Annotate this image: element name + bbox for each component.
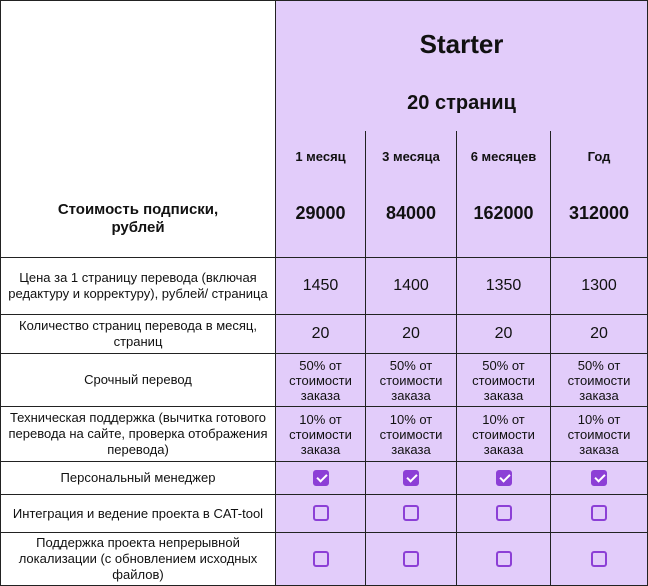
pages-per-month-row [1,315,648,354]
checkbox-cell [457,462,551,495]
row-label: Количество страниц перевода в месяц, страниц [1,315,276,354]
value-cell: 50% от стоимости заказа [366,354,457,407]
urgent-translation-row [1,354,648,407]
period-label: Год [587,148,611,164]
plan-header-row [1,1,648,131]
value-cell: 50% от стоимости заказа [551,354,648,407]
checkbox-cell [551,533,648,586]
checkbox-unchecked[interactable] [403,505,419,521]
row-label: Цена за 1 страницу перевода (включая редактуру и корректуру), рублей/ страница [1,258,276,315]
subscription-price: 162000 [473,202,534,223]
value-cell: 20 [366,315,457,354]
value-cell: 1400 [366,258,457,315]
checkbox-unchecked[interactable] [496,505,512,521]
row-label: Персональный менеджер [1,462,276,495]
subscription-price: 312000 [568,202,630,223]
period-cell-1 [276,131,366,258]
price-per-page-row [1,258,648,315]
checkbox-cell [366,533,457,586]
checkbox-checked[interactable] [591,470,607,486]
period-cell-4 [551,131,648,258]
row-label: Срочный перевод [1,354,276,407]
checkbox-cell [457,495,551,533]
period-cell-2 [366,131,457,258]
value-cell: 50% от стоимости заказа [457,354,551,407]
plan-pages: 20 страниц [407,92,516,114]
plan-header [276,1,648,131]
row-label: Поддержка проекта непрерывной локализации (с обновлением исходных файлов) [1,533,276,586]
checkbox-checked[interactable] [403,470,419,486]
subscription-price: 29000 [295,202,346,223]
value-cell: 10% от стоимости заказа [276,407,366,462]
checkbox-unchecked[interactable] [403,551,419,567]
checkbox-unchecked[interactable] [591,505,607,521]
checkbox-checked[interactable] [313,470,329,486]
checkbox-checked[interactable] [496,470,512,486]
value-cell: 20 [276,315,366,354]
checkbox-cell [276,462,366,495]
checkbox-unchecked[interactable] [313,551,329,567]
checkbox-unchecked[interactable] [313,505,329,521]
row-label: Интеграция и ведение проекта в CAT-tool [1,495,276,533]
cat-tool-row [1,495,648,533]
checkbox-cell [551,495,648,533]
checkbox-cell [366,462,457,495]
localization-row [1,533,648,586]
checkbox-cell [276,495,366,533]
personal-manager-row [1,462,648,495]
checkbox-unchecked[interactable] [591,551,607,567]
value-cell: 1450 [276,258,366,315]
period-cell-3 [457,131,551,258]
value-cell: 1350 [457,258,551,315]
value-cell: 10% от стоимости заказа [457,407,551,462]
period-label: 6 месяцев [470,148,537,164]
checkbox-cell [551,462,648,495]
checkbox-cell [457,533,551,586]
value-cell: 10% от стоимости заказа [551,407,648,462]
subscription-label: Стоимость подписки, рублей [57,201,219,236]
checkbox-cell [276,533,366,586]
value-cell: 20 [551,315,648,354]
subscription-label-cell [1,1,276,258]
subscription-price: 84000 [385,202,437,223]
plan-title: Starter [419,29,504,59]
value-cell: 50% от стоимости заказа [276,354,366,407]
period-label: 1 месяц [295,148,346,164]
value-cell: 20 [457,315,551,354]
checkbox-cell [366,495,457,533]
checkbox-unchecked[interactable] [496,551,512,567]
row-label: Техническая поддержка (вычитка готового перевода на сайте, проверка отображения перевода) [1,407,276,462]
period-label: 3 месяца [382,148,440,164]
tech-support-row [1,407,648,462]
value-cell: 10% от стоимости заказа [366,407,457,462]
value-cell: 1300 [551,258,648,315]
